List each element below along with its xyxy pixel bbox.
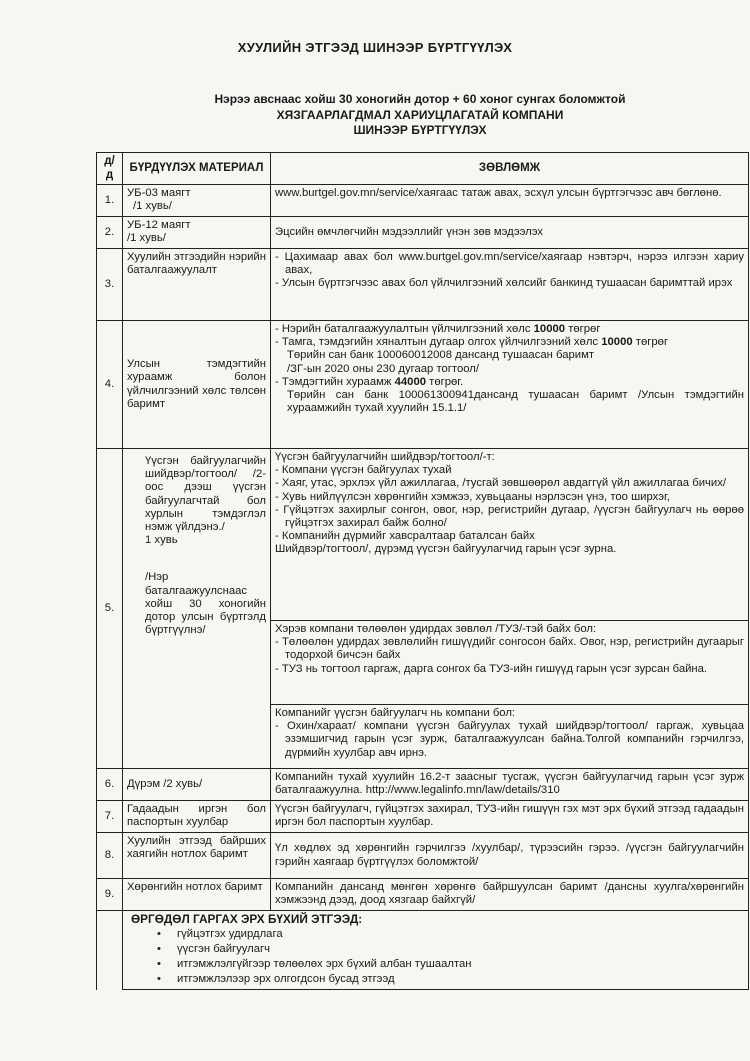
applicants-list — [131, 927, 744, 987]
applicants-section — [123, 911, 749, 990]
applicants-title: ӨРГӨДӨЛ ГАРГАХ ЭРХ БҮХИЙ ЭТГЭЭД: — [131, 912, 363, 926]
row-advice: www.burtgel.gov.mn/service/хаягаас татаж авах, эсхүл улсын бүртгэгчээс авч бөглөнө. — [271, 185, 749, 217]
row-advice: Хэрэв компани төлөөлөн удирдах зөвлөл /ТУЗ/-тэй байх бол: - Төлөөлөн удирдах зөвлөлийн гишүүдийг сонгосон байх. Овог, нэр, регистрийн дугаарыг тодорхой бичсэн байх - ТУЗ нь тогтоол гаргаж, дарга сонгох ба ТУЗ-ийн гишүүд гарын үсэг зурсан байна. — [271, 621, 749, 705]
row-number: 5. — [97, 449, 123, 769]
table-row — [97, 449, 749, 621]
column-header-number: д/д — [97, 153, 123, 185]
deadline-note: Нэрээ авснаас хойш 30 хоногийн дотор + 60 хоног сунгах боломжтой — [214, 92, 626, 106]
row-number: 1. — [97, 185, 123, 217]
column-header-advice: ЗӨВЛӨМЖ — [271, 153, 749, 185]
table-row — [97, 801, 749, 833]
row-material: Улсын тэмдэгтийн хураамж болон үйлчилгээний хөлс төлсөн баримт — [123, 321, 271, 449]
row-number: 9. — [97, 879, 123, 911]
row-material: Гадаадын иргэн бол паспортын хуулбар — [123, 801, 271, 833]
row-advice: Үүсгэн байгуулагчийн шийдвэр/тогтоол/-т: - Компани үүсгэн байгуулах тухай - Хаяг, утас, эрхлэх үйл ажиллагаа, /тусгай зөвшөөрөл авдаггүй үйл ажиллагаа бичих/ - Хувь нийлүүлсэн хөрөнгийн хэмжээ, хувьцааны нэрлэсэн үнэ, тоо ширхэг, - Гүйцэтгэх захирлыг сонгон, овог, нэр, регистрийн дугаар, /үүсгэн байгуулагч нь өөрөө гүйцэтгэх захирал байж болно/ - Компанийн дүрмийг хавсралтаар баталсан байх Шийдвэр/тогтоол/, дүрэмд үүсгэн байгуулагчид гарын үсэг зурна. — [271, 449, 749, 621]
list-item: • үүсгэн байгуулагч — [177, 942, 744, 957]
column-header-material: БҮРДҮҮЛЭХ МАТЕРИАЛ — [123, 153, 271, 185]
row-advice: Компанийн тухай хуулийн 16.2-т заасныг тусгаж, үүсгэн байгуулагчид гарын үсэг зурж баталгаажуулна. http://www.legalinfo.mn/law/details/310 — [271, 769, 749, 801]
row-number: 8. — [97, 833, 123, 879]
row-advice: Үл хөдлөх эд хөрөнгийн гэрчилгээ /хуулбар/, түрээсийн гэрээ. /үүсгэн байгуулагчийн гэрийн хаягаар бүртгүүлэх боломжтой/ — [271, 833, 749, 879]
table-row — [97, 217, 749, 249]
row-material: Хуулийн этгээд байрших хаягийн нотлох баримт — [123, 833, 271, 879]
row-advice: Үүсгэн байгуулагч, гүйцэтгэх захирал, ТУЗ-ийн гишүүн гэх мэт эрх бүхий этгээд гадаадын иргэн бол паспортын хуулбар. — [271, 801, 749, 833]
company-type-heading: ХЯЗГААРЛАГДМАЛ ХАРИУЦЛАГАТАЙ КОМПАНИ — [276, 108, 564, 122]
registration-heading: ШИНЭЭР БҮРТГҮҮЛЭХ — [353, 123, 487, 137]
row-number: 2. — [97, 217, 123, 249]
document-title: ХУУЛИЙН ЭТГЭЭД ШИНЭЭР БҮРТГҮҮЛЭХ — [237, 40, 513, 55]
row-advice: - Цахимаар авах бол www.burtgel.gov.mn/service/хаягаар нэвтэрч, нэрээ илгээн хариу авах, - Улсын бүртгэгчээс авах бол үйлчилгээний хөлсийг банкинд тушаасан баримттай ирэх — [271, 249, 749, 321]
row-material: Хуулийн этгээдийн нэрийн баталгаажуулалт — [123, 249, 271, 321]
table-row — [97, 769, 749, 801]
row-advice: Компанийг үүсгэн байгуулагч нь компани бол: - Охин/хараат/ компани үүсгэн байгуулах тухай шийдвэр/тогтоол/ гаргаж, хувьцаа эзэмшигчид гарын үсэг зурж, баталгаажуулсан байна.Толгой компанийн гэрчилгээ, дүрмийн хуулбар авч ирнэ. — [271, 705, 749, 769]
list-item: • итгэмжлэлгүйгээр төлөөлөх эрх бүхий албан тушаалтан — [177, 957, 744, 972]
table-row — [97, 185, 749, 217]
row-material: Үүсгэн байгуулагчийн шийдвэр/тогтоол/ /2-оос дээш үүсгэн байгуулагчтай бол хурлын тэмдэглэл нэмж үйлдэнэ./ 1 хувь /Нэр баталгаажуулснаас хойш 30 хоногийн дотор улсын бүртгэлд бүртгүүлнэ/ — [123, 449, 271, 769]
row-number: 6. — [97, 769, 123, 801]
row-material: Дүрэм /2 хувь/ — [123, 769, 271, 801]
table-row — [97, 321, 749, 449]
table-row — [97, 833, 749, 879]
row-material: Хөрөнгийн нотлох баримт — [123, 879, 271, 911]
row-advice: Компанийн дансанд мөнгөн хөрөнгө байршуулсан баримт /дансны хуулга/хөрөнгийн хэмжээнд дээд, доод хязгаар байхгүй/ — [271, 879, 749, 911]
row-number: 4. — [97, 321, 123, 449]
table-row — [97, 911, 749, 990]
table-row — [97, 249, 749, 321]
row-number: 7. — [97, 801, 123, 833]
row-material: УБ-12 маягт /1 хувь/ — [123, 217, 271, 249]
table-row — [97, 879, 749, 911]
row-material: УБ-03 маягт /1 хувь/ — [123, 185, 271, 217]
list-item: • гүйцэтгэх удирдлага — [177, 927, 744, 942]
row-advice: - Нэрийн баталгаажуулалтын үйлчилгээний хөлс 10000 төгрөг - Тамга, тэмдэгийн хяналтын дугаар олгох үйлчилгээний хөлс 10000 төгрөг Төрийн сан банк 100060012008 дансанд тушаасан баримт /ЗГ-ын 2020 оны 230 дугаар тогтоол/ - Тэмдэгтийн хураамж 44000 төгрөг. Төрийн сан банк 100061300941дансанд тушаасан баримт /Улсын тэмдэгтийн хураамжийн тухай хуулийн 15.1.1/ — [271, 321, 749, 449]
list-item: • итгэмжлэлээр эрх олгогдсон бусад этгээд — [177, 972, 744, 987]
row-advice: Эцсийн өмчлөгчийн мэдээллийг үнэн зөв мэдээлэх — [271, 217, 749, 249]
requirements-table — [96, 152, 749, 990]
row-number: 3. — [97, 249, 123, 321]
